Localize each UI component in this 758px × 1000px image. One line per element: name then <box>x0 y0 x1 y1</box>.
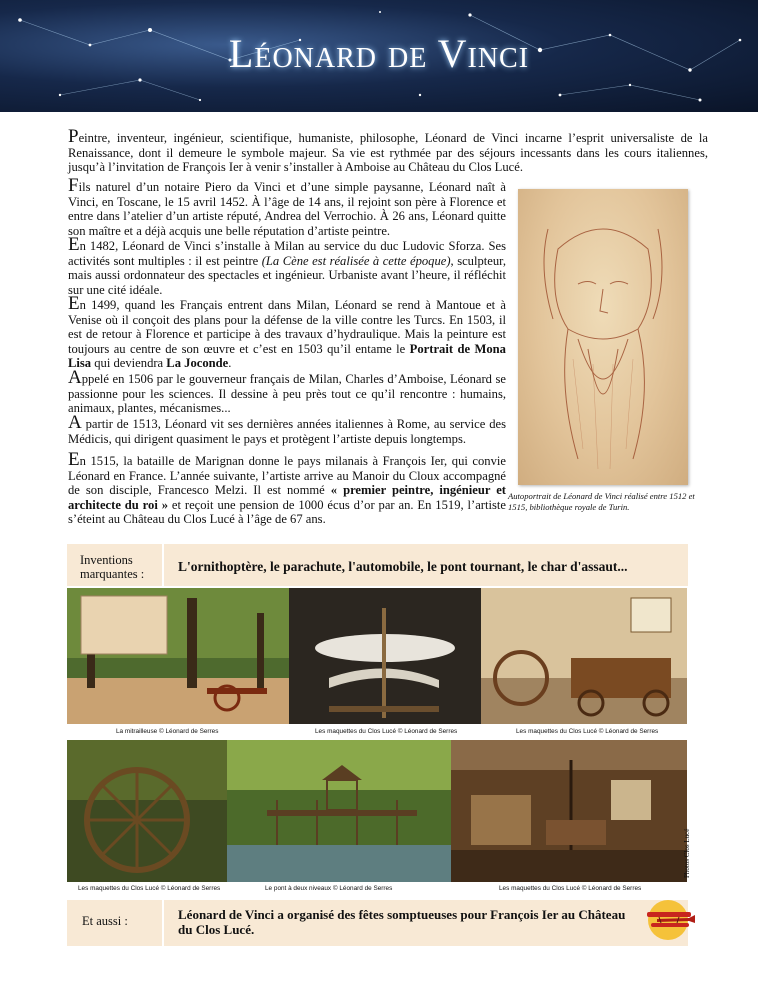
bar-divider <box>162 900 164 946</box>
paragraph-text: n 1499, quand les Français entrent dans Milan, Léonard se rend à Mantoue et à Venise où il conçoit des plans pour la défense de la ville contre les Turcs. En 1503, il est de retour à Florence et participe à des travaux d’hydraulique. Mais la peinture est toujours au centre de son œuvre et c’est en 1503 qu’il entame le <box>68 298 506 356</box>
title-banner <box>0 0 758 112</box>
paragraph-sciences <box>68 367 506 416</box>
et-aussi-text: Léonard de Vinci a organisé des fêtes somptueuses pour François Ier au Château du Clos Lucé. <box>178 907 626 937</box>
paragraph-text: n 1482, Léonard de Vinci s’installe à Milan au service du duc Ludovic Sforza. Ses activités sont multiples : il est peintre <box>68 239 506 268</box>
drop-cap: E <box>68 234 80 255</box>
paragraph-text: et reçoit une pension de 1000 écus d’or par an. En 1519, l’artiste s’éteint au Château du Clos Lucé à l’âge de 67 ans. <box>68 497 506 527</box>
label-line: marquantes : <box>80 567 145 581</box>
paragraph-milan <box>68 234 506 297</box>
paragraph-rome <box>68 412 506 446</box>
photo-water-wheel <box>67 740 227 882</box>
drop-cap: E <box>68 449 80 470</box>
intro-paragraph <box>68 126 708 175</box>
paragraph-birth <box>68 175 506 238</box>
paragraph-mona-lisa <box>68 293 506 371</box>
photo-helicopter-model <box>289 588 481 724</box>
paragraph-text: . <box>228 356 232 371</box>
paragraph-bold: La Joconde <box>166 356 229 371</box>
paragraph-bold: « premier peintre, ingénieur et architecte du roi » <box>68 483 506 512</box>
photo-caption: Les maquettes du Clos Lucé © Léonard de Serres <box>78 885 221 892</box>
inventions-text: L'ornithoptère, le parachute, l'automobile, le pont tournant, le char d'assaut... <box>178 559 628 574</box>
paragraph-text: n 1515, la bataille de Marignan donne le pays milanais à François Ier, qui convie Léonard en France. L’année suivante, l’artiste arrive au Manoir du Cloux accompagné de son disciple, Francesco Melzi. Il est nommé <box>68 454 506 498</box>
page-title: Léonard de Vinci <box>228 31 530 76</box>
self-portrait-image <box>518 189 688 485</box>
paragraph-text: qui deviendra <box>91 356 167 371</box>
paragraph-italic: (La Cène est réalisée à cette époque) <box>261 253 451 268</box>
paragraph-text: ils naturel d’un notaire Piero da Vinci et d’une simple paysanne, Léonard naît à Vinci, en Toscane, le 15 avril 1452. À l’âge de 14 ans, il rejoint son père à Florence et entre dans l’atelier d’un artiste réputé, Andrea del Verrochio. À 26 ans, Léonard quitte son maître et a déjà acquis une belle réputation d’artiste peintre. <box>68 180 506 238</box>
paragraph-france <box>68 449 506 527</box>
photo-caption: Les maquettes du Clos Lucé © Léonard de Serres <box>315 728 458 735</box>
biplane-icon <box>643 896 697 942</box>
photo-caption: Les maquettes du Clos Lucé © Léonard de Serres <box>516 728 659 735</box>
paragraph-bold: Portrait de Mona Lisa <box>68 341 506 371</box>
drop-cap: P <box>68 126 79 147</box>
inventions-label <box>80 553 144 581</box>
photo-caption: La mitrailleuse © Léonard de Serres <box>116 728 219 735</box>
paragraph-text: , sculpteur, mais aussi ordonnateur des spectacles et ingénieur. Urbaniste avant l’heure, il réfléchit sur une cité idéale. <box>68 253 506 297</box>
drop-cap: A <box>68 412 82 433</box>
paragraph-text: ppelé en 1506 par le gouverneur français de Milan, Charles d’Amboise, Léonard se passionne pour les sciences. Il dessine à peu près tout ce qu’il rencontre : humains, animaux, plantes, mécanismes... <box>68 372 506 416</box>
photos-credit: Photos Clos Lucé <box>683 828 691 878</box>
drop-cap: E <box>68 293 80 314</box>
photo-exhibition-room <box>451 740 687 882</box>
photo-machine-gun <box>67 588 289 724</box>
paragraph-text: eintre, inventeur, ingénieur, scientifique, humaniste, philosophe, Léonard de Vinci incarne l’esprit universaliste de la Renaissance, dont il demeure le symbole majeur. Sa vie est rythmée par des séjours incessants dans les cours italiennes, jusqu’à l’invitation de François Ier à venir s’installer à Amboise au Château du Clos Lucé. <box>68 131 708 175</box>
et-aussi-label: Et aussi : <box>82 914 128 928</box>
paragraph-text: partir de 1513, Léonard vit ses dernières années italiennes à Rome, au service des Médicis, qui dirigent quasiment le pays et protègent l’artiste depuis longtemps. <box>68 417 506 446</box>
portrait-caption: Autoportrait de Léonard de Vinci réalisé entre 1512 et 1515, bibliothèque royale de Turin. <box>508 491 695 512</box>
photo-caption: Le pont à deux niveaux © Léonard de Serres <box>265 885 393 892</box>
bar-divider <box>162 544 164 586</box>
photo-caption: Les maquettes du Clos Lucé © Léonard de Serres <box>499 885 642 892</box>
drop-cap: A <box>68 367 82 388</box>
photo-automobile-model <box>481 588 687 724</box>
photo-two-level-bridge <box>227 740 451 882</box>
label-line: Inventions <box>80 553 133 567</box>
drop-cap: F <box>68 175 79 196</box>
